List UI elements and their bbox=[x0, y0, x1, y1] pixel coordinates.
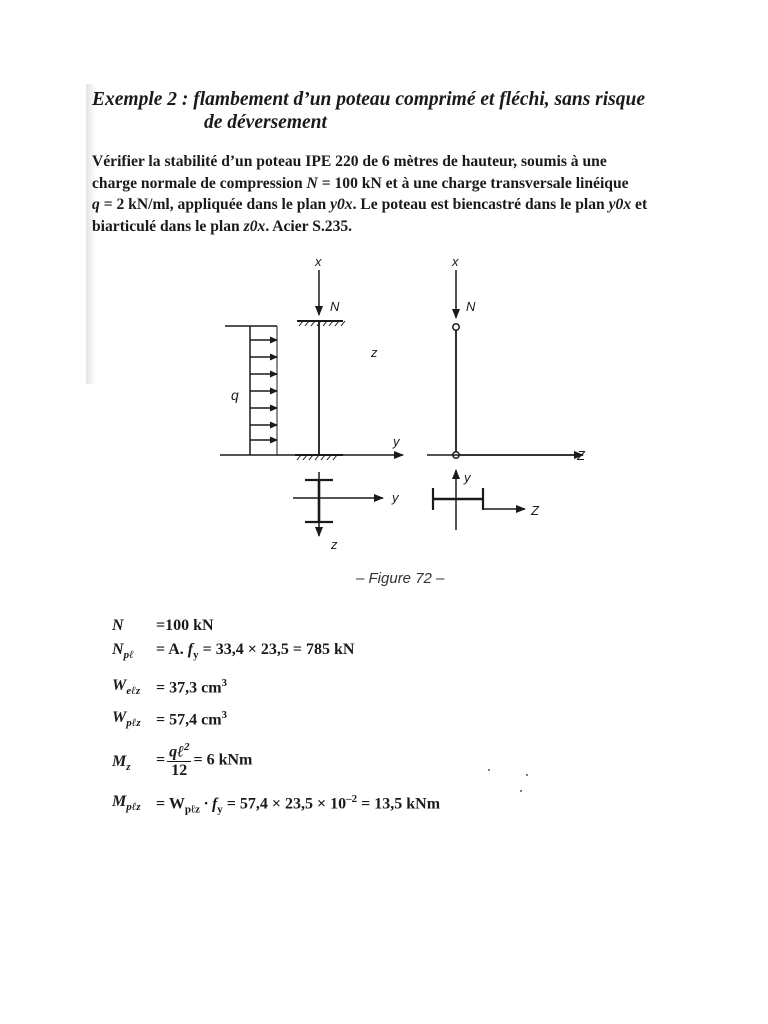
scan-speck bbox=[520, 790, 522, 792]
example-title bbox=[92, 88, 732, 134]
label-z-left: z bbox=[371, 345, 378, 360]
statement-text: et bbox=[631, 196, 648, 213]
statement-text: = 100 kN et à une charge transversale linéique bbox=[317, 174, 629, 192]
eq-lhs: N bbox=[112, 617, 124, 634]
statement-line-1: Vérifier la stabilité d’un poteau IPE 220 de 6 mètres de hauteur, soumis à une bbox=[92, 153, 607, 170]
statement-var: N bbox=[306, 174, 318, 192]
title-line-2: de déversement bbox=[204, 112, 327, 133]
problem-statement bbox=[92, 151, 724, 237]
label-Z-right: Z bbox=[577, 448, 585, 463]
eq-lhs: $M_{p\ell z}$ bbox=[112, 793, 141, 814]
scan-speck bbox=[526, 774, 528, 776]
statement-var: q bbox=[92, 196, 100, 213]
label-y-section: y bbox=[392, 490, 399, 505]
eq-rhs: = 57,4 $cm^3$ bbox=[156, 709, 228, 729]
statement-text: . Le poteau est biencastré dans le plan bbox=[352, 196, 609, 213]
label-y-left: y bbox=[393, 434, 400, 449]
label-Z-section: Z bbox=[531, 503, 539, 518]
statement-var: y0x bbox=[608, 196, 632, 213]
label-y-right: y bbox=[464, 470, 471, 485]
statement-text: biarticulé dans le plan bbox=[92, 217, 244, 235]
eq-lhs: $W_{e\ell z}$ bbox=[112, 677, 141, 698]
statement-text: charge normale de compression bbox=[92, 174, 307, 192]
statement-text: . Acier S.235. bbox=[265, 217, 353, 235]
eq-lhs: $W_{p\ell z}$ bbox=[112, 709, 141, 730]
top-pin bbox=[453, 324, 459, 330]
eq-lhs: $N_{p\ell}$ bbox=[112, 641, 134, 662]
eq-rhs: = $W_{p\ell z} \cdot f_y = 57,4 \times 23,5 \times 10^{-2} = 13,5$ kNm bbox=[156, 793, 441, 816]
figure-72 bbox=[215, 250, 595, 565]
label-N-right: N bbox=[466, 299, 476, 314]
statement-var: y0x bbox=[330, 196, 353, 213]
eq-lhs: $M_z$ bbox=[112, 753, 131, 774]
statement-var: z0x bbox=[243, 217, 266, 235]
label-x-right: x bbox=[452, 254, 459, 269]
label-N-left: N bbox=[330, 299, 340, 314]
eq-rhs: =100 kN bbox=[156, 617, 214, 634]
label-q: q bbox=[231, 387, 239, 403]
title-line-1: Exemple 2 : flambement d’un poteau comprimé et fléchi, sans risque bbox=[92, 89, 646, 110]
eq-rhs: = $\frac{q\ell^2}{12}$ = 6 kNm bbox=[156, 741, 253, 780]
eq-rhs: = A. $f_y = 33,4 \times 23,5 = 785$ kN bbox=[156, 641, 355, 662]
statement-text: = 2 kN/ml, appliquée dans le plan bbox=[99, 196, 331, 213]
label-z-section: z bbox=[331, 537, 338, 552]
scan-speck bbox=[488, 769, 490, 771]
figure-caption: – Figure 72 – bbox=[356, 570, 445, 587]
column-diagram bbox=[215, 250, 595, 560]
fraction: $\frac{q\ell^2}{12}$ bbox=[169, 741, 190, 780]
eq-rhs: = 37,3 $cm^3$ bbox=[156, 677, 228, 697]
label-x-left: x bbox=[315, 254, 322, 269]
